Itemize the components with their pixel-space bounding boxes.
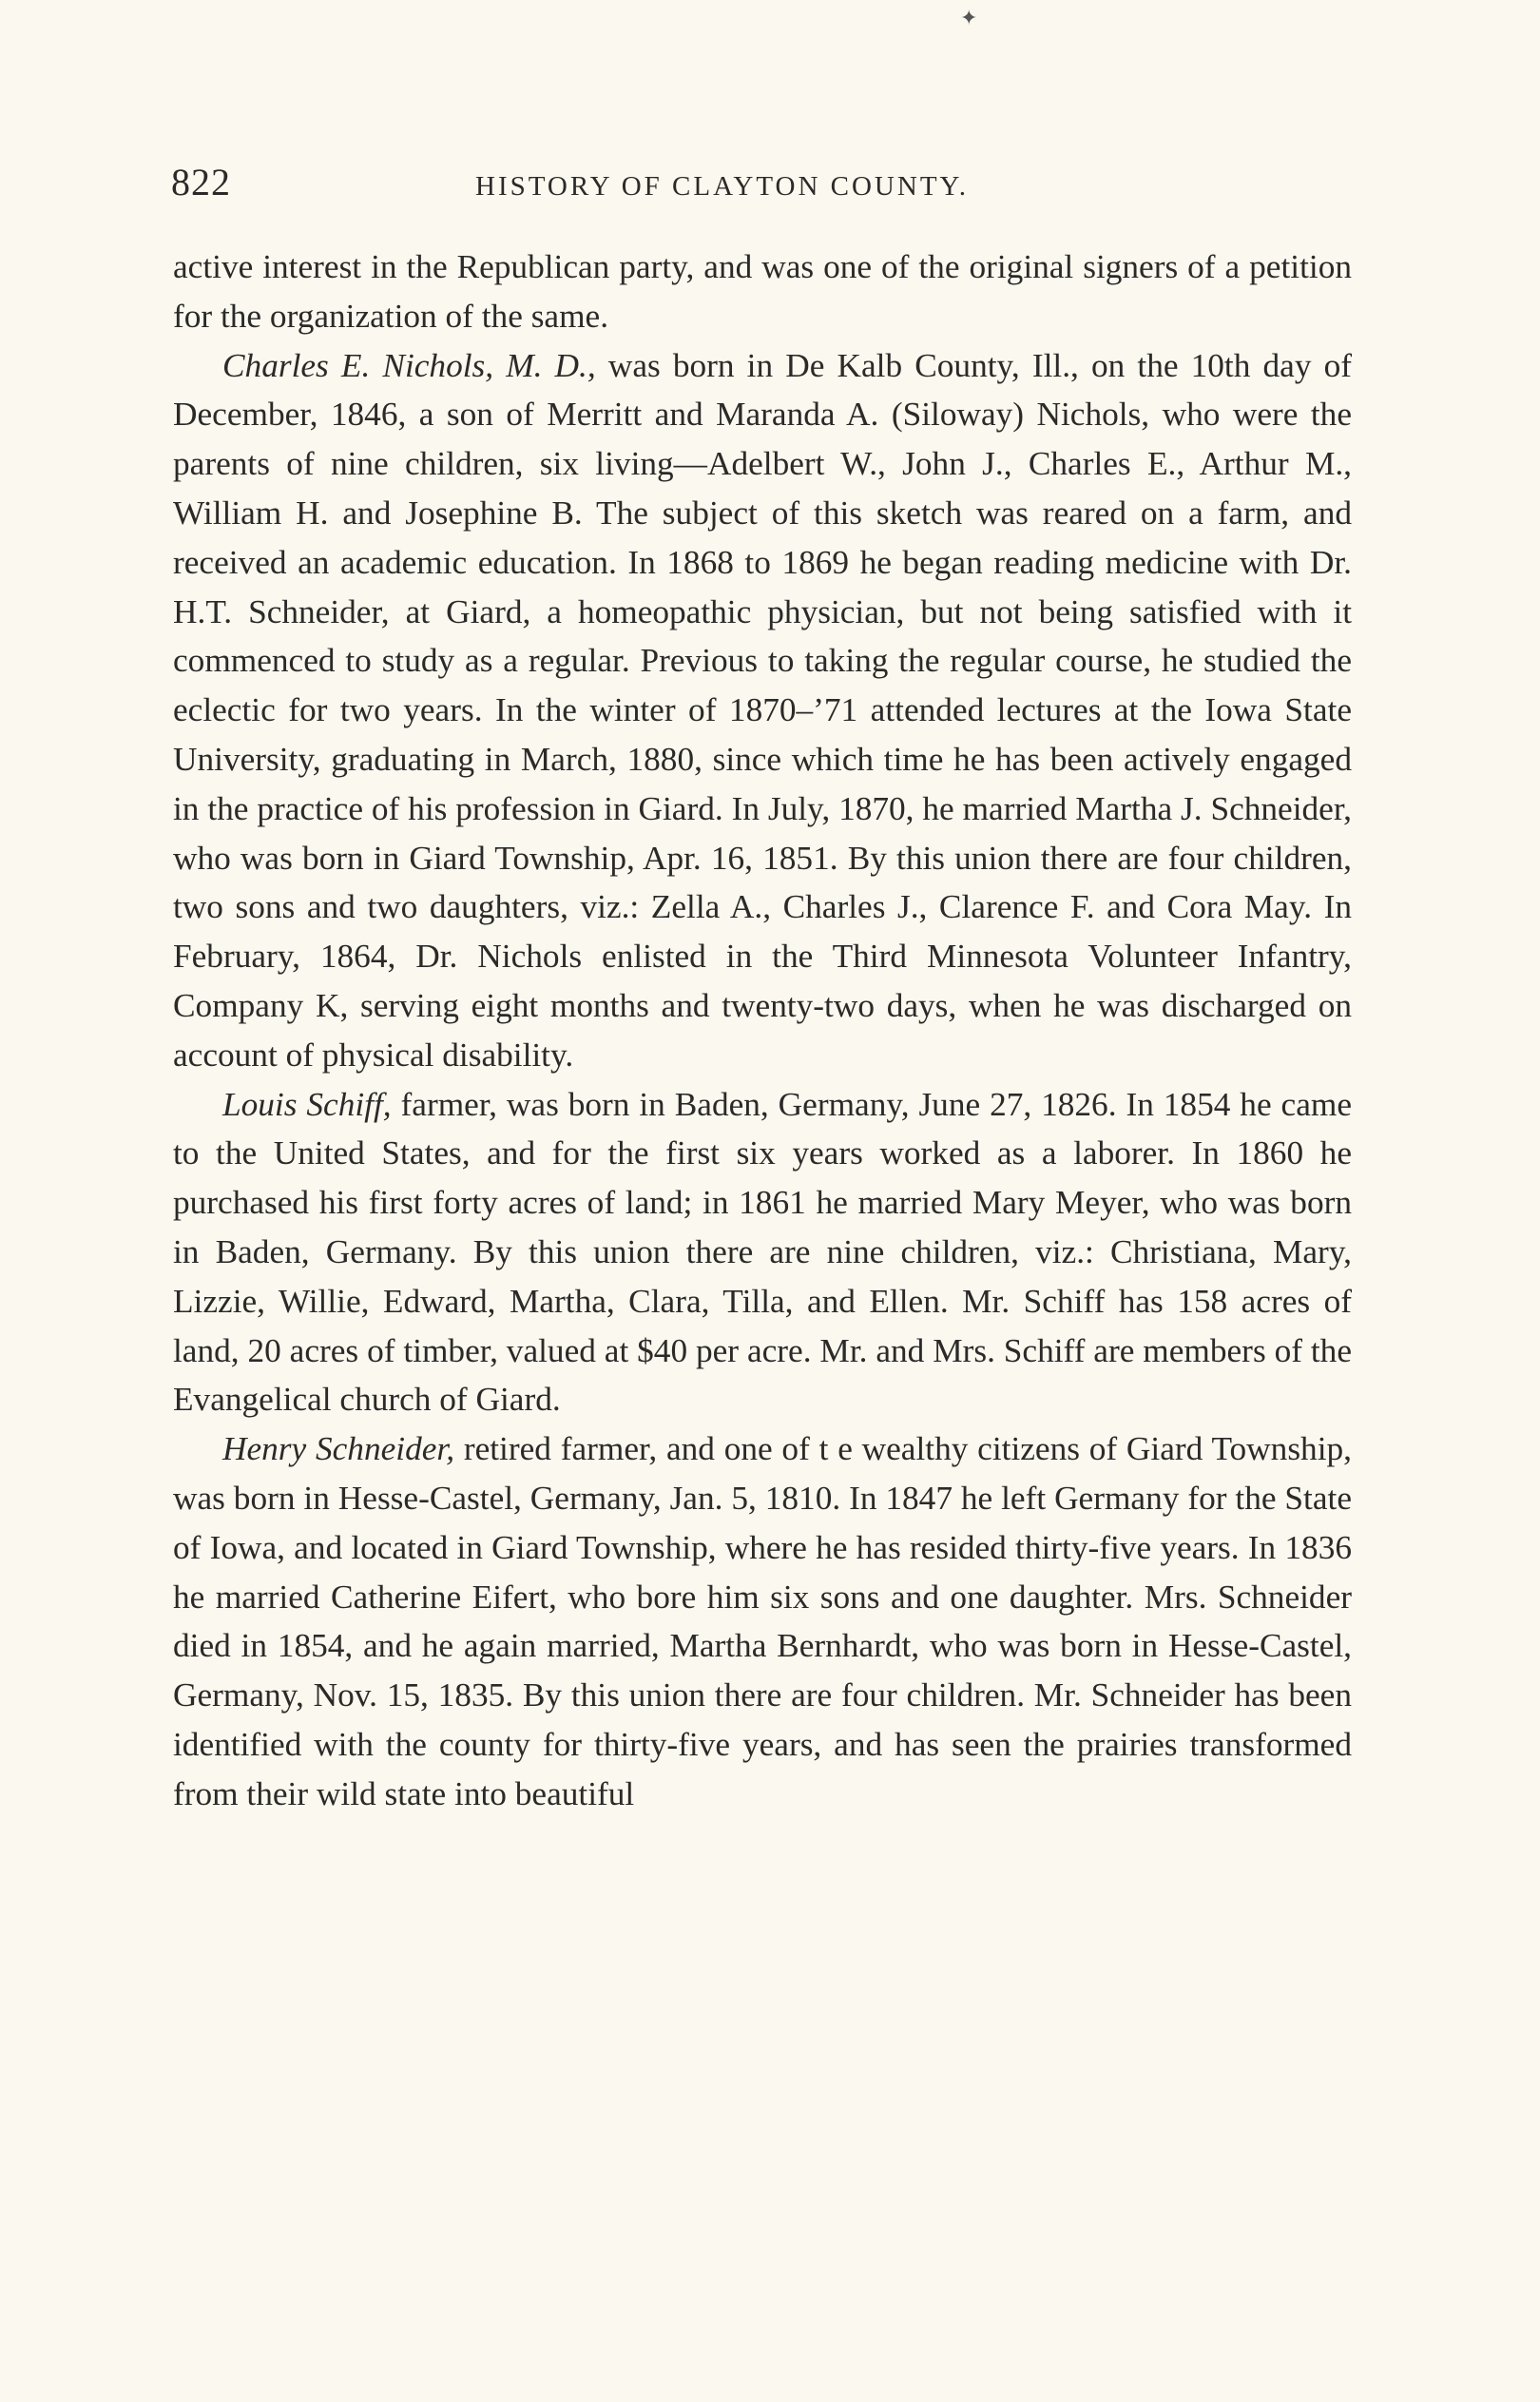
running-title: HISTORY OF CLAYTON COUNTY. <box>475 171 969 202</box>
paragraph-text: active interest in the Republican party, and was one of the original signers of a petition for the organization of the same. <box>173 248 1352 335</box>
paragraph-text: retired farmer, and one of t e wealthy citizens of Giard Township, was born in Hesse-Castel, Germany, Jan. 5, 1810. In 1847 he left Germany for the State of Iowa, and located in Giard Township, where he has resided thirty-five years. In 1836 he married Catherine Eifert, who bore him six sons and one daughter. Mrs. Schneider died in 1854, and he again married, Martha Bernhardt, who was born in Hesse-Castel, Germany, Nov. 15, 1835. By this union there are four children. Mr. Schneider has been identified with the county for thirty-five years, and has seen the prairies transformed from their wild state into beautiful <box>173 1430 1352 1812</box>
paragraph-continuation <box>173 242 1352 341</box>
page-number: 822 <box>171 161 231 203</box>
biography-paragraph <box>173 341 1352 1080</box>
paragraph-text: farmer, was born in Baden, Germany, June 27, 1826. In 1854 he came to the United States, and for the first six years worked as a laborer. In 1860 he purchased his first forty acres of land; in 1861 he married Mary Meyer, who was born in Baden, Germany. By this union there are nine children, viz.: Christiana, Mary, Lizzie, Willie, Edward, Martha, Clara, Tilla, and Ellen. Mr. Schiff has 158 acres of land, 20 acres of timber, valued at $40 per acre. Mr. and Mrs. Schiff are members of the Evangelical church of Giard. <box>173 1085 1352 1419</box>
printer-mark: ✦ <box>960 6 978 29</box>
biography-name: Louis Schiff, <box>222 1085 392 1123</box>
biography-name: Charles E. Nichols, M. D., <box>222 346 596 384</box>
biography-name: Henry Schneider, <box>222 1430 455 1468</box>
biography-paragraph <box>173 1424 1352 1818</box>
page-header <box>171 160 1350 217</box>
page-body <box>173 242 1352 1819</box>
biography-paragraph <box>173 1080 1352 1425</box>
paragraph-text: was born in De Kalb County, Ill., on the 10th day of December, 1846, a son of Merritt and Maranda A. (Siloway) Nichols, who were the parents of nine children, six living—Adelbert W., John J., Charles E., Arthur M., William H. and Josephine B. The subject of this sketch was reared on a farm, and received an academic education. In 1868 to 1869 he began reading medicine with Dr. H.T. Schneider, at Giard, a homeopathic physician, but not being satisfied with it commenced to study as a regular. Previous to taking the regular course, he studied the eclectic for two years. In the winter of 1870–’71 attended lectures at the Iowa State University, graduating in March, 1880, since which time he has been actively engaged in the practice of his profession in Giard. In July, 1870, he married Martha J. Schneider, who was born in Giard Township, Apr. 16, 1851. By this union there are four children, two sons and two daughters, viz.: Zella A., Charles J., Clarence F. and Cora May. In February, 1864, Dr. Nichols enlisted in the Third Minnesota Volunteer Infantry, Company K, serving eight months and twenty-two days, when he was discharged on account of physical disability. <box>173 346 1352 1074</box>
